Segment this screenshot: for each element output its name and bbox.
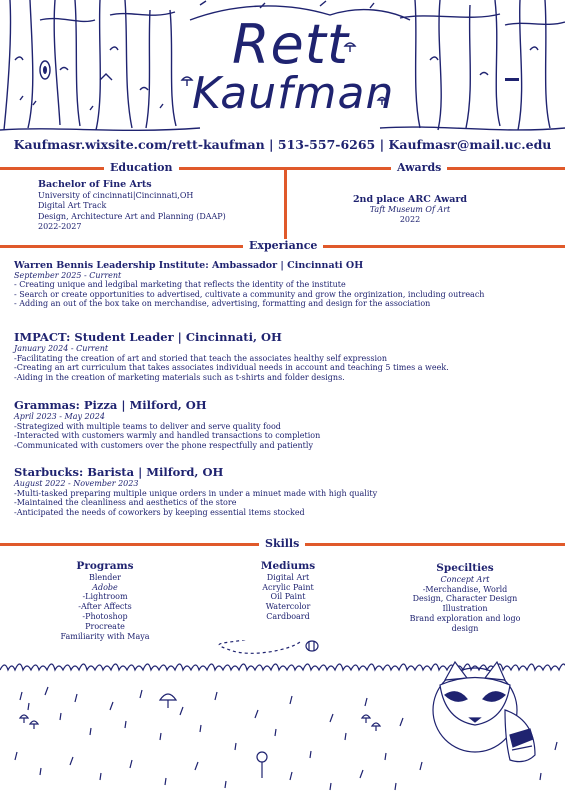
job-title: Grammas: Pizza | Milford, OH — [14, 398, 207, 412]
skill-item: -Merchandise, World — [422, 584, 508, 594]
skills-heading: Specilties — [436, 562, 494, 574]
edu-line: University of cincinnati|Cincinnati,OH — [38, 191, 194, 201]
job-bullet: -Creating an art curriculum that takes associates individual needs in account and teaching 5 times a week. — [14, 363, 449, 373]
skill-item: Familiarity with Maya — [60, 631, 150, 641]
job-entry — [14, 466, 554, 517]
skill-item: -Photoshop — [82, 611, 128, 621]
skill-item: Oil Paint — [270, 592, 306, 602]
name-last: Kaufman — [192, 68, 395, 119]
job-entry — [14, 399, 554, 450]
skill-item: Brand exploration and logo — [409, 613, 521, 623]
skill-item: Cardboard — [266, 611, 310, 621]
job-dates: September 2025 - Current — [14, 270, 122, 280]
job-bullet: -Aiding in the creation of marketing materials such as t-shirts and folder designs. — [14, 372, 345, 382]
job-bullet: - Creating unique and ledgibal marketing that reflects the identity of the institute — [14, 280, 346, 290]
name-first: Rett — [232, 13, 350, 76]
contact-line: Kaufmasr.wixsite.com/rett-kaufman | 513-557-6265 | Kaufmasr@mail.uc.edu — [13, 137, 552, 152]
job-bullet: -Anticipated the needs of coworkers by keeping essential items stocked — [14, 507, 305, 517]
job-bullet: - Adding an out of the box take on merchandise, advertising, formatting and design for the association — [14, 299, 431, 309]
divider-education — [0, 167, 565, 170]
skill-item: Watercolor — [265, 602, 311, 612]
job-dates: January 2024 - Current — [14, 344, 109, 353]
job-title: Starbucks: Barista | Milford, OH — [14, 465, 224, 479]
skill-item: Adobe — [92, 582, 118, 592]
job-entry — [14, 261, 554, 309]
skill-item: Blender — [88, 572, 121, 582]
job-bullet: -Multi-tasked preparing multiple unique orders in under a minuet made with high quality — [14, 488, 378, 498]
job-bullet: -Facilitating the creation of art and storied that teach the associates healthy self expression — [14, 353, 387, 363]
edu-line: 2022-2027 — [38, 221, 82, 231]
divider-vertical — [284, 170, 287, 240]
job-bullet: -Strategized with multiple teams to deliver and serve quality food — [14, 421, 281, 431]
heading-awards: Awards — [391, 161, 447, 174]
award-place: Taft Museum Of Art — [369, 205, 451, 214]
skill-item: -After Affects — [78, 602, 132, 612]
job-title: Warren Bennis Leadership Institute: Ambassador | Cincinnati OH — [14, 260, 364, 271]
skill-item: Acrylic Paint — [262, 582, 314, 592]
job-bullet: -Interacted with customers warmly and handled transactions to completion — [14, 431, 321, 441]
skill-item: Concept Art — [440, 574, 490, 584]
job-title: IMPACT: Student Leader | Cincinnati, OH — [14, 330, 282, 344]
skill-item: Digital Art — [266, 572, 310, 582]
job-bullet: -Maintained the cleanliness and aesthetics of the store — [14, 498, 237, 508]
skill-item: Procreate — [85, 621, 125, 631]
award-title: 2nd place ARC Award — [352, 194, 468, 205]
skills-heading: Programs — [76, 560, 134, 572]
heading-skills: Skills — [259, 537, 305, 550]
job-bullet: -Communicated with customers over the phone respectfully and patiently — [14, 440, 313, 450]
heading-experience: Experiance — [243, 239, 323, 252]
award-block — [330, 195, 490, 225]
job-entry — [14, 331, 554, 382]
award-year: 2022 — [399, 215, 421, 224]
skill-item: Design, Character Design — [412, 594, 518, 604]
skills-programs — [50, 562, 160, 641]
skill-item: Illustration — [442, 604, 488, 614]
job-dates: April 2023 - May 2024 — [14, 412, 105, 421]
degree: Bachelor of Fine Arts — [38, 179, 152, 190]
skills-mediums — [238, 562, 338, 622]
edu-line: Digital Art Track — [38, 201, 107, 211]
skill-item: -Lightroom — [82, 592, 128, 602]
skill-item: design — [451, 623, 479, 633]
edu-line: Design, Architecture Art and Planning (DAAP) — [38, 211, 226, 221]
education-block — [38, 180, 226, 232]
job-bullet: - Search or create opportunities to advertised, cultivate a community and grow the orginization, including outreach — [14, 289, 485, 299]
skills-specialties — [405, 564, 525, 634]
heading-education: Education — [104, 161, 179, 174]
job-dates: August 2022 - November 2023 — [14, 479, 139, 488]
meadow-illustration — [0, 640, 565, 801]
skills-heading: Mediums — [260, 560, 316, 572]
